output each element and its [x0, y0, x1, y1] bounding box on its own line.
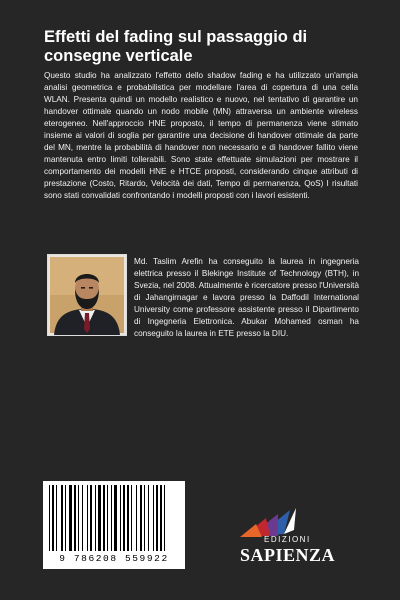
- publisher-name-small: EDIZIONI: [264, 535, 311, 544]
- isbn-barcode: [43, 481, 185, 569]
- book-title: Effetti del fading sul passaggio di consegne verticale: [44, 28, 308, 65]
- book-abstract: Questo studio ha analizzato l'effetto dello shadow fading e ha utilizzato un'ampia analisi geometrica e probabilistica per modellare l'area di copertura di una cella WLAN. Presenta quindi un modello realistico e nuovo, nel tentativo di garantire un handover ottimale quando un nodo mobile (MN) attraversa un ambiente wireless eterogeneo. Nell'approccio HNE proposto, il tempo di permanenza viene stimato insieme ai valori di soglia per garantire una decisione di handover ottimale da parte del MN, mentre la probabilità di handover non necessario e di handover fallito viene mantenuta entro limiti tollerabili. Sono state effettuate simulazioni per mostrare il comportamento dei modelli HNE e HTCE proposti, considerando cinque attributi di prestazione (Costo, Ritardo, Velocità dei dati, Tempo di permanenza, QoS) I risultati sono stati convalidati confrontando i modelli proposti con i lavori esistenti.: [44, 71, 358, 200]
- author-bio: Md. Taslim Arefin ha conseguito la laurea in ingegneria elettrica presso il Blekinge Institute of Technology (BTH), in Svezia, nel 2008. Attualmente è ricercatore presso l'Università di Jahangirnagar e lavora presso la Daffodil International University come professore assistente presso il Dipartimento di Ingegneria Elettronica. Abukar Mohamed osman ha conseguito la laurea in ETE presso la DIU.: [134, 257, 360, 338]
- author-photo: [47, 254, 127, 336]
- author-portrait-image: [48, 255, 126, 335]
- publisher-name-big: SAPIENZA: [240, 545, 336, 565]
- isbn-digits: 9 786208 559922: [59, 553, 169, 564]
- barcode-bars-graphic: [49, 485, 179, 551]
